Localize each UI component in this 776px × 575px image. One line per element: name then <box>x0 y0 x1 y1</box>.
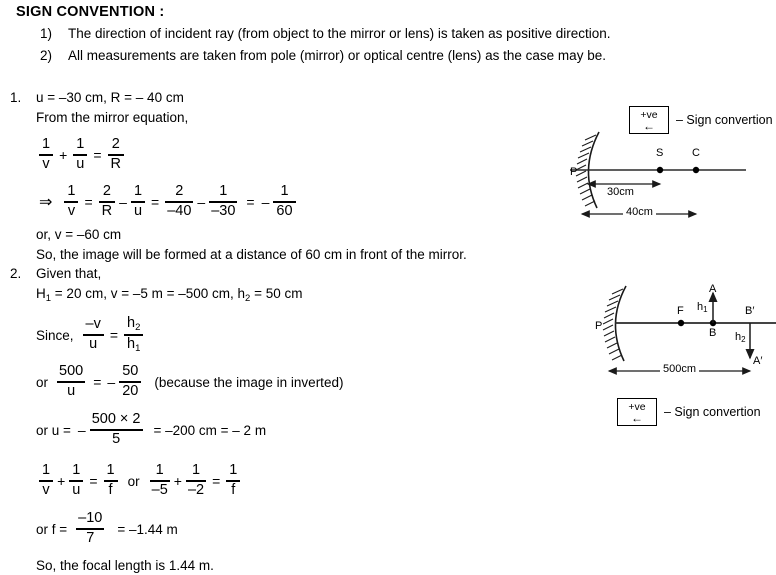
fraction-numerator: 2 <box>111 136 120 153</box>
or-f-label: or f = <box>36 521 68 537</box>
fraction-1-over-neg5 <box>150 463 170 498</box>
fraction-numerator: 2 <box>102 183 111 200</box>
fraction-denominator: 20 <box>122 383 139 400</box>
fraction-500x2-over-5 <box>90 412 143 447</box>
symbol-H1: H <box>36 286 46 301</box>
problem-1-conclusion: So, the image will be formed at a distance of 60 cm in front of the mirror. <box>36 247 467 262</box>
subscript: 2 <box>245 293 251 304</box>
fraction-50-over-20 <box>119 364 141 399</box>
fraction-h2-over-h1 <box>124 316 143 355</box>
sign-convention-caption: – Sign convertion <box>676 113 773 127</box>
fraction-1-over-v <box>39 463 53 498</box>
sign-convention-indicator <box>629 106 669 134</box>
fraction-denominator: v <box>42 156 50 173</box>
fraction-denominator: –2 <box>187 482 205 499</box>
fraction-denominator: u <box>133 203 143 220</box>
point-C-marker <box>693 167 699 173</box>
figure-1-concave-mirror <box>570 128 776 228</box>
fraction-denominator: v <box>42 482 50 499</box>
fraction-numerator: 1 <box>42 462 51 479</box>
or-word: or <box>127 473 140 489</box>
problem-1-equation-2 <box>36 181 540 223</box>
positive-label: +ve <box>640 109 658 122</box>
operator-minus: – <box>261 194 270 210</box>
fraction-denominator: 7 <box>86 530 95 547</box>
fraction-numerator: 1 <box>133 183 143 200</box>
fraction-1-over-u <box>131 184 145 219</box>
left-arrow-icon: ← <box>643 118 655 133</box>
left-arrow-icon: ← <box>631 410 643 425</box>
problem-2 <box>0 264 560 575</box>
focal-result: = –1.44 m <box>117 521 178 537</box>
fraction-numerator: 1 <box>229 462 238 479</box>
sign-convention-list <box>40 24 760 68</box>
fraction-denominator: 60 <box>276 203 293 220</box>
fraction-denominator: –30 <box>211 203 236 220</box>
subscript: 2 <box>741 335 746 344</box>
fraction-1-over-60 <box>273 184 295 219</box>
subscript: 1 <box>135 343 141 355</box>
label-dimension-40cm: 40cm <box>623 206 656 218</box>
fraction-denominator: f <box>108 482 113 499</box>
label-dimension-30cm: 30cm <box>607 186 634 198</box>
problem-2-equation-or2 <box>36 409 560 451</box>
problem-1-body <box>36 88 540 264</box>
operator-plus: + <box>57 473 66 489</box>
fraction-numerator: 1 <box>219 183 228 200</box>
symbol-h: h <box>127 336 136 353</box>
fraction-numerator: –10 <box>78 510 103 527</box>
list-item-text: The direction of incident ray (from object to the mirror or lens) is taken as positive direction. <box>68 26 611 41</box>
fraction-1-over-v <box>39 137 53 172</box>
list-item-number: 1) <box>40 26 53 41</box>
label-pole-P: P <box>595 320 603 332</box>
fraction-denominator: R <box>110 156 122 173</box>
symbol-h: h <box>697 301 704 313</box>
fraction-denominator: 5 <box>112 431 121 448</box>
fraction-denominator: u <box>89 336 98 353</box>
operator-equals: = <box>212 473 221 489</box>
label-image-tip-A-prime: A′ <box>753 355 763 367</box>
fraction-1-over-v <box>64 184 78 219</box>
fraction-1-over-u <box>73 137 87 172</box>
sign-convention-indicator <box>617 398 657 426</box>
operator-minus: – <box>119 194 127 210</box>
operator-equals: = <box>109 327 119 343</box>
fraction-numerator: 1 <box>72 462 81 479</box>
point-F-marker <box>678 320 684 326</box>
fraction-500-over-u <box>57 364 85 399</box>
or-u-label: or u = <box>36 422 71 438</box>
list-item <box>40 24 760 44</box>
fraction-numerator: 1 <box>76 136 85 153</box>
fraction-denominator: –40 <box>167 203 192 220</box>
problem-1 <box>0 88 540 264</box>
since-label: Since, <box>36 327 74 343</box>
problem-1-number: 1. <box>10 90 22 105</box>
subscript: 2 <box>135 321 141 333</box>
given-values-part2: = 50 cm <box>250 286 303 301</box>
fraction-numerator: 50 <box>122 363 139 380</box>
operator-equals: = <box>93 147 102 163</box>
problem-2-given-values <box>36 284 560 308</box>
subscript: 1 <box>703 305 708 314</box>
problem-1-equation-1 <box>36 135 540 175</box>
problem-1-given: u = –30 cm, R = – 40 cm <box>36 90 184 105</box>
problem-2-number: 2. <box>10 266 22 281</box>
label-point-C: C <box>692 147 700 159</box>
fraction-denominator: –5 <box>151 482 168 499</box>
fraction-numerator: 1 <box>67 183 76 200</box>
point-S-marker <box>657 167 663 173</box>
implies-icon: ⇒ <box>39 194 53 211</box>
operator-equals: = <box>151 194 160 210</box>
label-pole-P: P <box>570 166 578 178</box>
fraction-numerator: 1 <box>106 462 115 479</box>
label-height-h2 <box>735 331 746 344</box>
fraction-denominator: v <box>67 203 76 220</box>
fraction-numerator: 500 × 2 <box>91 411 141 428</box>
or-u-result: = –200 cm = – 2 m <box>153 422 267 438</box>
sign-convention-box-1 <box>629 106 773 134</box>
problem-2-magnification-equation <box>36 315 560 355</box>
sign-convention-box-2 <box>617 398 761 426</box>
fraction-negv-over-u <box>83 317 104 352</box>
problem-2-given-label: Given that, <box>36 266 102 281</box>
sign-convention-caption: – Sign convertion <box>664 405 761 419</box>
list-item-number: 2) <box>40 48 53 63</box>
or-label: or <box>36 374 49 390</box>
label-object-base-B: B <box>709 327 717 339</box>
page-title: SIGN CONVENTION : <box>16 4 165 20</box>
inverted-note: (because the image in inverted) <box>154 374 344 390</box>
fraction-numerator: 1 <box>42 136 51 153</box>
problem-2-focal-equation <box>36 508 560 550</box>
figure-2-image-formation <box>595 283 776 388</box>
label-dimension-500cm: 500cm <box>660 363 699 375</box>
list-item-text: All measurements are taken from pole (mirror) or optical centre (lens) as the case may be. <box>68 48 606 63</box>
fraction-1-over-neg30 <box>209 184 237 219</box>
problem-2-lens-equation <box>36 460 560 502</box>
problem-2-body <box>36 264 560 575</box>
symbol-h: h <box>127 314 136 331</box>
figure-1-svg <box>570 128 776 228</box>
problem-2-conclusion: So, the focal length is 1.44 m. <box>36 558 214 573</box>
fraction-2-over-neg40 <box>165 184 193 219</box>
fraction-1-over-neg2 <box>186 463 206 498</box>
operator-plus: + <box>59 147 68 163</box>
operator-minus: – <box>107 374 116 390</box>
fraction-denominator: f <box>231 482 236 499</box>
operator-equals: = <box>84 194 93 210</box>
operator-minus: – <box>77 422 86 438</box>
operator-minus: – <box>197 194 206 210</box>
problem-2-equation-or1 <box>36 361 560 403</box>
fraction-denominator <box>124 337 143 354</box>
fraction-neg10-over-7 <box>76 511 104 546</box>
fraction-1-over-f <box>226 463 240 498</box>
fraction-numerator <box>124 316 143 333</box>
fraction-1-over-f <box>104 463 118 498</box>
label-point-S: S <box>656 147 664 159</box>
fraction-1-over-u <box>69 463 83 498</box>
given-values-part1: = 20 cm, v = –5 m = –500 cm, h <box>51 286 246 301</box>
fraction-numerator: 1 <box>280 183 289 200</box>
list-item <box>40 46 760 66</box>
fraction-2-over-R <box>108 137 124 172</box>
fraction-numerator: 1 <box>155 462 164 479</box>
operator-equals: = <box>93 374 102 390</box>
operator-plus: + <box>173 473 182 489</box>
symbol-h: h <box>735 331 742 343</box>
fraction-numerator: 500 <box>59 363 84 380</box>
fraction-numerator: 2 <box>175 183 184 200</box>
operator-equals: = <box>89 473 98 489</box>
label-image-base-B-prime: B′ <box>745 305 755 317</box>
problem-1-intro: From the mirror equation, <box>36 110 189 125</box>
fraction-2-over-R <box>99 184 115 219</box>
fraction-numerator: –v <box>85 316 101 333</box>
fraction-denominator: u <box>72 482 81 499</box>
subscript: 1 <box>45 293 52 304</box>
fraction-denominator: u <box>67 383 76 400</box>
fraction-numerator: 1 <box>191 462 201 479</box>
label-focus-F: F <box>677 305 684 317</box>
label-height-h1 <box>697 301 708 314</box>
fraction-denominator: u <box>76 156 85 173</box>
fraction-denominator: R <box>101 203 113 220</box>
label-object-tip-A: A <box>709 283 717 295</box>
operator-equals: = <box>246 194 255 210</box>
positive-label: +ve <box>628 401 646 414</box>
problem-1-result: or, v = –60 cm <box>36 227 122 242</box>
